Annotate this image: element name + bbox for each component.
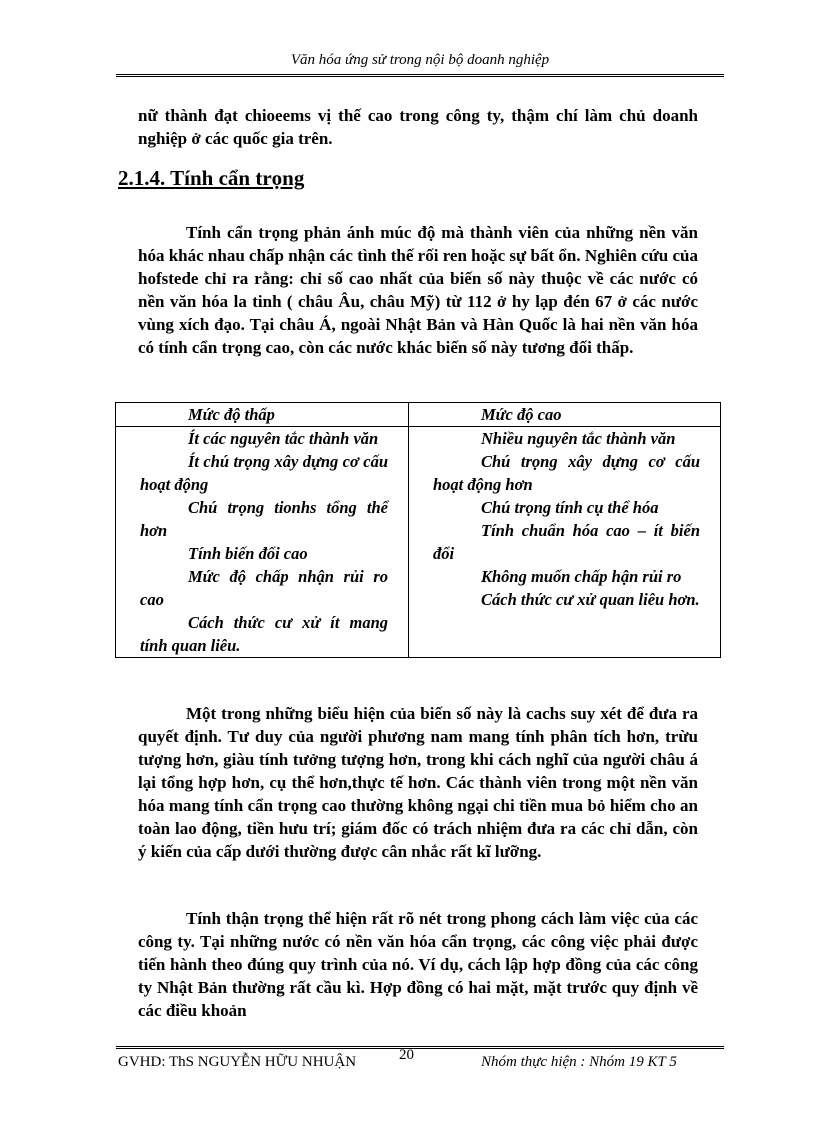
list-item: Cách thức cư xử ít mang tính quan liêu. [140,613,388,655]
comparison-table [115,402,721,658]
footer-divider [116,1046,724,1049]
intro-block [138,104,698,150]
section-heading: 2.1.4. Tính cẩn trọng [118,166,305,190]
list-item: Mức độ chấp nhận rủi ro cao [140,567,388,609]
table-row [116,427,721,658]
table-header-row [116,403,721,427]
section-paragraph-1: Tính cẩn trọng phản ánh múc độ mà thành viên của những nền văn hóa khác nhau chấp nhận các tình thế rối ren hoặc sự bất ổn. Nghiên cứu của hofstede chỉ ra rằng: chỉ số cao nhất của biến số này thuộc về các nước có nền văn hóa la tinh ( châu Âu, châu Mỹ) từ 112 ở hy lạp đén 67 ở các nước vùng xích đạo. Tại châu Á, ngoài Nhật Bản và Hàn Quốc là hai nền văn hóa có tính cẩn trọng cao, còn các nước khác biến số này tương đối thấp. [138,223,698,357]
table-cell-low [116,427,409,658]
table-header-low: Mức độ thấp [116,403,409,427]
section-body [138,221,698,359]
list-item: Chú trọng tính cụ thể hóa [481,498,659,517]
list-item: Nhiều nguyên tắc thành văn [481,429,676,448]
header-divider [116,74,724,77]
paragraph-3: Tính thận trọng thể hiện rất rõ nét trong phong cách làm việc của các công ty. Tại những nước có nền văn hóa cẩn trọng, các công việc phải được tiến hành theo đúng quy trình của nó. Ví dụ, cách lập hợp đồng của các công ty Nhật Bản thường rất cầu kì. Hợp đồng có hai mặt, mặt trước quy định về các điều khoản [138,909,698,1020]
table-cell-high [409,427,721,658]
footer-group: Nhóm thực hiện : Nhóm 19 KT 5 [481,1054,677,1070]
page-header-title: Văn hóa ứng sử trong nội bộ doanh nghiệp [290,52,550,68]
list-item: Tính biến đổi cao [188,544,308,563]
body-block-2 [138,702,698,863]
list-item: Không muốn chấp hận rủi ro [481,567,682,586]
list-item: Chú trọng tionhs tổng thể hơn [140,498,388,540]
list-item: Cách thức cư xử quan liêu hơn. [481,590,700,609]
list-item: Chú trọng xây dựng cơ cấu hoạt động hơn [433,452,700,494]
intro-paragraph: nữ thành đạt chioeems vị thế cao trong công ty, thậm chí làm chủ doanh nghiệp ở các quốc gia trên. [138,106,698,148]
paragraph-2: Một trong những biểu hiện của biến số này là cachs suy xét để đưa ra quyết định. Tư duy của người phương nam mang tính phân tích hơn, trừu tượng hơn, giàu tính tưởng tượng hơn, trong khi cách nghĩ của người châu á lại tổng hợp hơn, cụ thể hơn,thực tế hơn. Các thành viên trong một nền văn hóa mang tính cẩn trọng cao thường không ngại chi tiền mua bỏ hiểm cho an toàn lao động, tiền hưu trí; giám đốc có trách nhiệm đưa ra các chỉ dẫn, còn ý kiến của cấp dưới thường được cân nhắc rất kĩ lưỡng. [138,704,698,861]
list-item: Ít chú trọng xây dựng cơ cấu hoạt động [140,452,388,494]
list-item: Tính chuẩn hóa cao – ít biến đổi [433,521,700,563]
table-header-high: Mức độ cao [409,403,721,427]
list-item: Ít các nguyên tắc thành văn [188,429,379,448]
page-number: 20 [399,1047,414,1063]
body-block-3 [138,907,698,1022]
footer-supervisor: GVHD: ThS NGUYỄN HỮU NHUẬN [118,1054,357,1070]
